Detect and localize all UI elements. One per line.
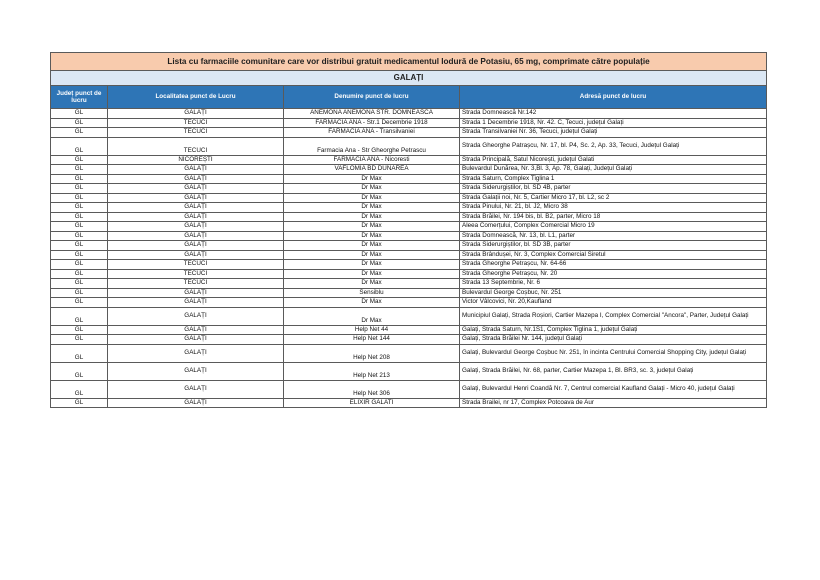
cell-denumire: Dr Max (284, 241, 460, 251)
cell-adresa: Galați, Strada Brăilei Nr. 144, județul Galați (460, 335, 767, 345)
cell-adresa: Strada 1 Decembrie 1918, Nr. 42. C, Tecuci, județul Galați (460, 118, 767, 128)
document-title: Lista cu farmaciile comunitare care vor distribui gratuit medicamentul Iodură de Potasiu, 65 mg, comprimate către populație (51, 53, 767, 71)
table-row (51, 307, 767, 325)
cell-judet: GL (51, 165, 108, 175)
cell-denumire: Help Net 208 (284, 344, 460, 362)
column-header-judet: Județ punct de lucru (51, 86, 108, 109)
cell-judet: GL (51, 269, 108, 279)
column-header-localitate: Localitatea punct de Lucru (108, 86, 284, 109)
cell-localitate: NICOREȘTI (108, 155, 284, 165)
cell-adresa: Strada Gheorghe Petrașcu, Nr. 64-66 (460, 260, 767, 270)
table-row (51, 184, 767, 194)
cell-localitate: TECUCI (108, 269, 284, 279)
cell-denumire: Help Net 44 (284, 325, 460, 335)
cell-adresa: Strada Domnească Nr.142 (460, 109, 767, 119)
table-row (51, 128, 767, 138)
cell-judet: GL (51, 109, 108, 119)
cell-adresa: Galați, Bulevardul Henri Coandă Nr. 7, Centrul comercial Kaufland Galați - Micro 40, județul Galați (460, 380, 767, 398)
cell-judet: GL (51, 184, 108, 194)
cell-denumire: Dr Max (284, 184, 460, 194)
cell-denumire: Dr Max (284, 212, 460, 222)
cell-denumire: FARMACIA ANA - Str.1 Decembrie 1918 (284, 118, 460, 128)
cell-judet: GL (51, 241, 108, 251)
cell-judet: GL (51, 118, 108, 128)
pharmacy-table (50, 52, 767, 408)
table-row (51, 222, 767, 232)
column-header-adresa: Adresă punct de lucru (460, 86, 767, 109)
cell-adresa: Strada Domnească, Nr. 13, bl. L1, parter (460, 231, 767, 241)
column-header-denumire: Denumire punct de lucru (284, 86, 460, 109)
cell-localitate: GALAȚI (108, 335, 284, 345)
cell-adresa: Strada Principală, Satul Nicorești, județul Galati (460, 155, 767, 165)
cell-localitate: GALAȚI (108, 250, 284, 260)
region-header: GALAȚI (51, 71, 767, 86)
cell-adresa: Strada Saturn, Complex Tiglina 1 (460, 174, 767, 184)
cell-judet: GL (51, 362, 108, 380)
cell-denumire: FARMACIA ANA - Transilvaniei (284, 128, 460, 138)
cell-adresa: Strada Gheorghe Patrașcu, Nr. 17, bl. P4, Sc. 2, Ap. 33, Tecuci, Județul Galați (460, 137, 767, 155)
table-row (51, 250, 767, 260)
cell-judet: GL (51, 212, 108, 222)
table-row (51, 118, 767, 128)
cell-denumire: Dr Max (284, 222, 460, 232)
cell-denumire: Help Net 306 (284, 380, 460, 398)
cell-localitate: TECUCI (108, 279, 284, 289)
cell-adresa: Bulevardul George Coșbuc, Nr. 251 (460, 288, 767, 298)
cell-localitate: TECUCI (108, 128, 284, 138)
cell-judet: GL (51, 222, 108, 232)
table-row (51, 269, 767, 279)
cell-denumire: Dr Max (284, 298, 460, 308)
cell-adresa: Strada Galații noi, Nr. 5, Cartier Micro 17, bl. L2, sc 2 (460, 193, 767, 203)
cell-judet: GL (51, 380, 108, 398)
table-row (51, 362, 767, 380)
table-row (51, 398, 767, 408)
cell-localitate: GALAȚI (108, 212, 284, 222)
table-row (51, 260, 767, 270)
cell-localitate: GALAȚI (108, 222, 284, 232)
cell-denumire: Farmacia Ana - Str Gheorghe Petrascu (284, 137, 460, 155)
cell-denumire: Dr Max (284, 174, 460, 184)
cell-adresa: Victor Vâlcovici, Nr. 20,Kaufland (460, 298, 767, 308)
table-row (51, 174, 767, 184)
cell-denumire: Dr Max (284, 203, 460, 213)
table-row (51, 325, 767, 335)
cell-localitate: GALAȚI (108, 288, 284, 298)
cell-judet: GL (51, 325, 108, 335)
table-row (51, 155, 767, 165)
table-row (51, 193, 767, 203)
cell-judet: GL (51, 137, 108, 155)
cell-localitate: TECUCI (108, 260, 284, 270)
table-row (51, 231, 767, 241)
cell-judet: GL (51, 155, 108, 165)
table-row (51, 109, 767, 119)
cell-denumire: ANEMONA ANEMONA STR. DOMNEASCA (284, 109, 460, 119)
cell-denumire: Dr Max (284, 269, 460, 279)
cell-localitate: GALAȚI (108, 344, 284, 362)
cell-adresa: Strada Gheorghe Petrașcu, Nr. 20 (460, 269, 767, 279)
cell-localitate: GALAȚI (108, 174, 284, 184)
cell-adresa: Strada Brailei, nr 17, Complex Potcoava de Aur (460, 398, 767, 408)
cell-denumire: Sensiblu (284, 288, 460, 298)
cell-adresa: Municipiul Galați, Strada Roșiori, Cartier Mazepa I, Complex Comercial "Ancora", Parter, Județul Galați (460, 307, 767, 325)
cell-adresa: Galați, Strada Saturn, Nr.1S1, Complex Tiglina 1, județul Galați (460, 325, 767, 335)
cell-denumire: Dr Max (284, 279, 460, 289)
cell-judet: GL (51, 231, 108, 241)
cell-judet: GL (51, 174, 108, 184)
cell-adresa: Strada Siderurgiștilor, bl. SD 4B, parter (460, 184, 767, 194)
table-row (51, 288, 767, 298)
cell-localitate: GALAȚI (108, 362, 284, 380)
table-row (51, 137, 767, 155)
table-row (51, 344, 767, 362)
cell-localitate: GALAȚI (108, 203, 284, 213)
cell-adresa: Galați, Strada Brăilei, Nr. 68, parter, Cartier Mazepa 1, Bl. BR3, sc. 3, județul Galați (460, 362, 767, 380)
cell-denumire: Dr Max (284, 250, 460, 260)
cell-adresa: Strada Brândușei, Nr. 3, Complex Comercial Siretul (460, 250, 767, 260)
cell-adresa: Galați, Bulevardul George Coșbuc Nr. 251, în incinta Centrului Comercial Shopping City, județul Galați (460, 344, 767, 362)
cell-judet: GL (51, 335, 108, 345)
cell-judet: GL (51, 260, 108, 270)
pharmacy-list-sheet (50, 52, 766, 408)
cell-denumire: Dr Max (284, 307, 460, 325)
cell-adresa: Strada Pinului, Nr. 21, bl. J2, Micro 38 (460, 203, 767, 213)
cell-denumire: Help Net 144 (284, 335, 460, 345)
table-row (51, 335, 767, 345)
table-row (51, 165, 767, 175)
cell-denumire: Dr Max (284, 231, 460, 241)
cell-judet: GL (51, 344, 108, 362)
cell-localitate: GALAȚI (108, 398, 284, 408)
table-row (51, 241, 767, 251)
cell-adresa: Aleea Comerțului, Complex Comercial Micro 19 (460, 222, 767, 232)
table-row (51, 203, 767, 213)
table-body (51, 109, 767, 408)
cell-judet: GL (51, 128, 108, 138)
cell-adresa: Strada Transilvaniei Nr. 36, Tecuci, județul Galați (460, 128, 767, 138)
cell-judet: GL (51, 307, 108, 325)
cell-judet: GL (51, 398, 108, 408)
cell-localitate: GALAȚI (108, 241, 284, 251)
cell-judet: GL (51, 298, 108, 308)
cell-adresa: Strada Siderurgiștilor, bl. SD 3B, parter (460, 241, 767, 251)
table-row (51, 380, 767, 398)
cell-localitate: GALAȚI (108, 307, 284, 325)
cell-localitate: TECUCI (108, 137, 284, 155)
cell-localitate: GALAȚI (108, 325, 284, 335)
cell-localitate: GALAȚI (108, 165, 284, 175)
cell-adresa: Strada 13 Septembrie, Nr. 6 (460, 279, 767, 289)
cell-denumire: Help Net 213 (284, 362, 460, 380)
table-row (51, 279, 767, 289)
cell-localitate: GALAȚI (108, 184, 284, 194)
cell-judet: GL (51, 203, 108, 213)
cell-localitate: TECUCI (108, 118, 284, 128)
cell-denumire: FARMACIA ANA - Nicoresti (284, 155, 460, 165)
cell-localitate: GALAȚI (108, 231, 284, 241)
cell-adresa: Strada Brăilei, Nr. 194 bis, bl. B2, parter, Micro 18 (460, 212, 767, 222)
cell-judet: GL (51, 250, 108, 260)
table-row (51, 212, 767, 222)
cell-denumire: VAFLOMIA BD DUNAREA (284, 165, 460, 175)
cell-judet: GL (51, 288, 108, 298)
cell-denumire: Dr Max (284, 193, 460, 203)
table-row (51, 298, 767, 308)
cell-localitate: GALAȚI (108, 298, 284, 308)
cell-judet: GL (51, 193, 108, 203)
cell-adresa: Bulevardul Dunărea, Nr. 3,Bl. 3, Ap. 78, Galați, Județul Galați (460, 165, 767, 175)
cell-localitate: GALAȚI (108, 193, 284, 203)
cell-denumire: ELIXIR GALATI (284, 398, 460, 408)
cell-denumire: Dr Max (284, 260, 460, 270)
cell-localitate: GALAȚI (108, 380, 284, 398)
cell-judet: GL (51, 279, 108, 289)
cell-localitate: GALAȚI (108, 109, 284, 119)
